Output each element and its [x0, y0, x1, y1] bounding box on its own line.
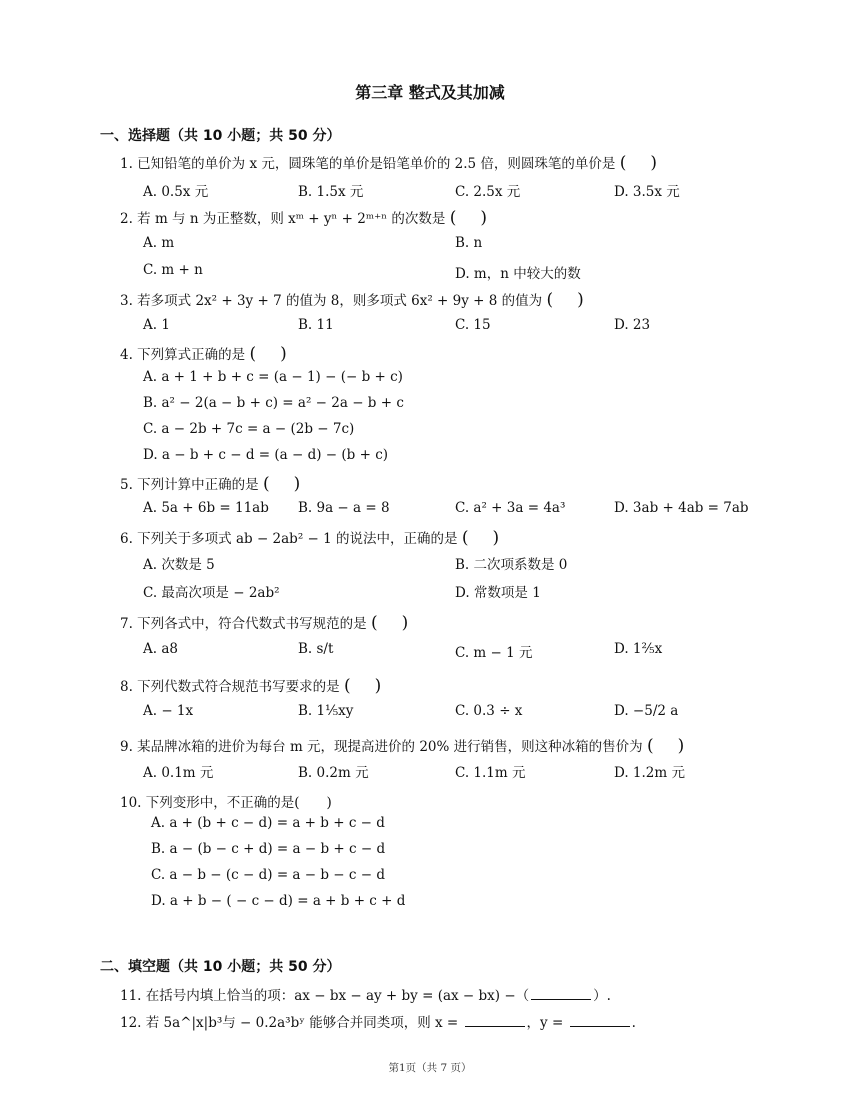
option-a: A. a8 — [143, 641, 178, 657]
question-stem: 10. 下列变形中，不正确的是( ) — [120, 795, 332, 811]
option-d: D. 1⅖x — [614, 641, 663, 657]
option-b: B. s/t — [298, 641, 334, 657]
question-stem: 12. 若 5a^|x|b³与 − 0.2a³bʸ 能够合并同类项，则 x = — [120, 1015, 459, 1031]
question-stem-end: ）. — [593, 988, 611, 1004]
option-a: A. 5a + 6b = 11ab — [143, 500, 269, 516]
question-6 — [120, 527, 499, 548]
page-footer: 第1页（共 7 页） — [388, 1062, 472, 1074]
answer-paren: ( ) — [619, 153, 657, 173]
option-d: D. 3.5x 元 — [614, 184, 680, 200]
section-heading-choice: 一、选择题（共 10 小题；共 50 分） — [100, 128, 341, 144]
answer-paren: ( ) — [249, 344, 287, 364]
answer-paren: ( ) — [546, 290, 584, 310]
question-stem: 11. 在括号内填上恰当的项：ax − bx − ay + by = (ax − bx) −（ — [120, 988, 530, 1004]
option-c: C. m + n — [143, 262, 203, 278]
option-a: A. − 1x — [143, 703, 194, 719]
option-c: C. m − 1 元 — [455, 645, 533, 661]
question-stem: 3. 若多项式 2x² + 3y + 7 的值为 8，则多项式 6x² + 9y + 8 的值为 — [120, 293, 543, 309]
question-stem: 9. 某品牌冰箱的进价为每台 m 元，现提高进价的 20% 进行销售，则这种冰箱的售价为 — [120, 739, 643, 755]
answer-blank-x[interactable] — [465, 1014, 525, 1027]
option-a: A. a + 1 + b + c = (a − 1) − (− b + c) — [143, 369, 403, 385]
question-2 — [120, 207, 487, 228]
option-c: C. 最高次项是 − 2ab² — [143, 585, 280, 601]
question-stem: 4. 下列算式正确的是 — [120, 347, 246, 363]
option-d: D. 23 — [614, 317, 651, 333]
option-d: D. a − b + c − d = (a − d) − (b + c) — [143, 447, 389, 463]
option-b: B. 9a − a = 8 — [298, 500, 390, 516]
question-11 — [120, 984, 611, 1004]
question-stem: 7. 下列各式中，符合代数式书写规范的是 — [120, 616, 367, 632]
question-stem: 8. 下列代数式符合规范书写要求的是 — [120, 679, 340, 695]
option-c: C. a − 2b + 7c = a − (2b − 7c) — [143, 421, 355, 437]
option-d: D. m，n 中较大的数 — [455, 266, 581, 282]
page-title: 第三章 整式及其加减 — [355, 83, 505, 102]
question-8 — [120, 675, 381, 696]
option-d: D. 3ab + 4ab = 7ab — [614, 500, 749, 516]
question-stem-end: . — [631, 1015, 636, 1031]
option-d: D. a + b − ( − c − d) = a + b + c + d — [151, 893, 406, 909]
option-a: A. 0.5x 元 — [143, 184, 209, 200]
answer-paren: ( ) — [343, 676, 382, 696]
answer-paren: ( ) — [370, 613, 409, 633]
option-a: A. m — [143, 235, 175, 251]
question-9 — [120, 735, 684, 756]
answer-paren: ( ) — [449, 208, 487, 228]
question-stem-mid: ，y = — [526, 1015, 564, 1031]
question-stem: 1. 已知铅笔的单价为 x 元，圆珠笔的单价是铅笔单价的 2.5 倍，则圆珠笔的单价是 — [120, 156, 616, 172]
question-5 — [120, 473, 300, 494]
question-7 — [120, 612, 408, 633]
option-d: D. −5/2 a — [614, 703, 679, 719]
option-b: B. 1.5x 元 — [298, 184, 364, 200]
option-c: C. a − b − (c − d) = a − b − c − d — [151, 867, 386, 883]
answer-paren: ( ) — [646, 736, 685, 756]
option-b: B. 0.2m 元 — [298, 765, 369, 781]
option-c: C. a² + 3a = 4a³ — [455, 500, 566, 516]
option-b: B. 二次项系数是 0 — [455, 557, 568, 573]
question-12 — [120, 1011, 636, 1031]
answer-blank-y[interactable] — [570, 1014, 630, 1027]
answer-blank[interactable] — [531, 987, 591, 1000]
option-b: B. a² − 2(a − b + c) = a² − 2a − b + c — [143, 395, 404, 411]
option-c: C. 15 — [455, 317, 491, 333]
question-4 — [120, 343, 287, 364]
option-d: D. 1.2m 元 — [614, 765, 685, 781]
question-stem: 6. 下列关于多项式 ab − 2ab² − 1 的说法中，正确的是 — [120, 531, 458, 547]
option-b: B. 11 — [298, 317, 334, 333]
option-b: B. n — [455, 235, 483, 251]
option-a: A. 0.1m 元 — [143, 765, 214, 781]
option-b: B. 1⅕xy — [298, 703, 354, 719]
question-1 — [120, 152, 657, 173]
answer-paren: ( ) — [262, 474, 301, 494]
question-stem: 2. 若 m 与 n 为正整数，则 xᵐ + yⁿ + 2ᵐ⁺ⁿ 的次数是 — [120, 211, 446, 227]
option-a: A. 1 — [143, 317, 170, 333]
option-a: A. a + (b + c − d) = a + b + c − d — [151, 815, 385, 831]
option-a: A. 次数是 5 — [143, 557, 215, 573]
option-d: D. 常数项是 1 — [455, 585, 541, 601]
answer-paren: ( ) — [461, 528, 500, 548]
option-c: C. 1.1m 元 — [455, 765, 526, 781]
question-stem: 5. 下列计算中正确的是 — [120, 477, 259, 493]
option-b: B. a − (b − c + d) = a − b + c − d — [151, 841, 386, 857]
question-10 — [120, 791, 332, 811]
question-3 — [120, 289, 584, 310]
section-heading-fill: 二、填空题（共 10 小题；共 50 分） — [100, 959, 341, 975]
option-c: C. 2.5x 元 — [455, 184, 521, 200]
option-c: C. 0.3 ÷ x — [455, 703, 523, 719]
